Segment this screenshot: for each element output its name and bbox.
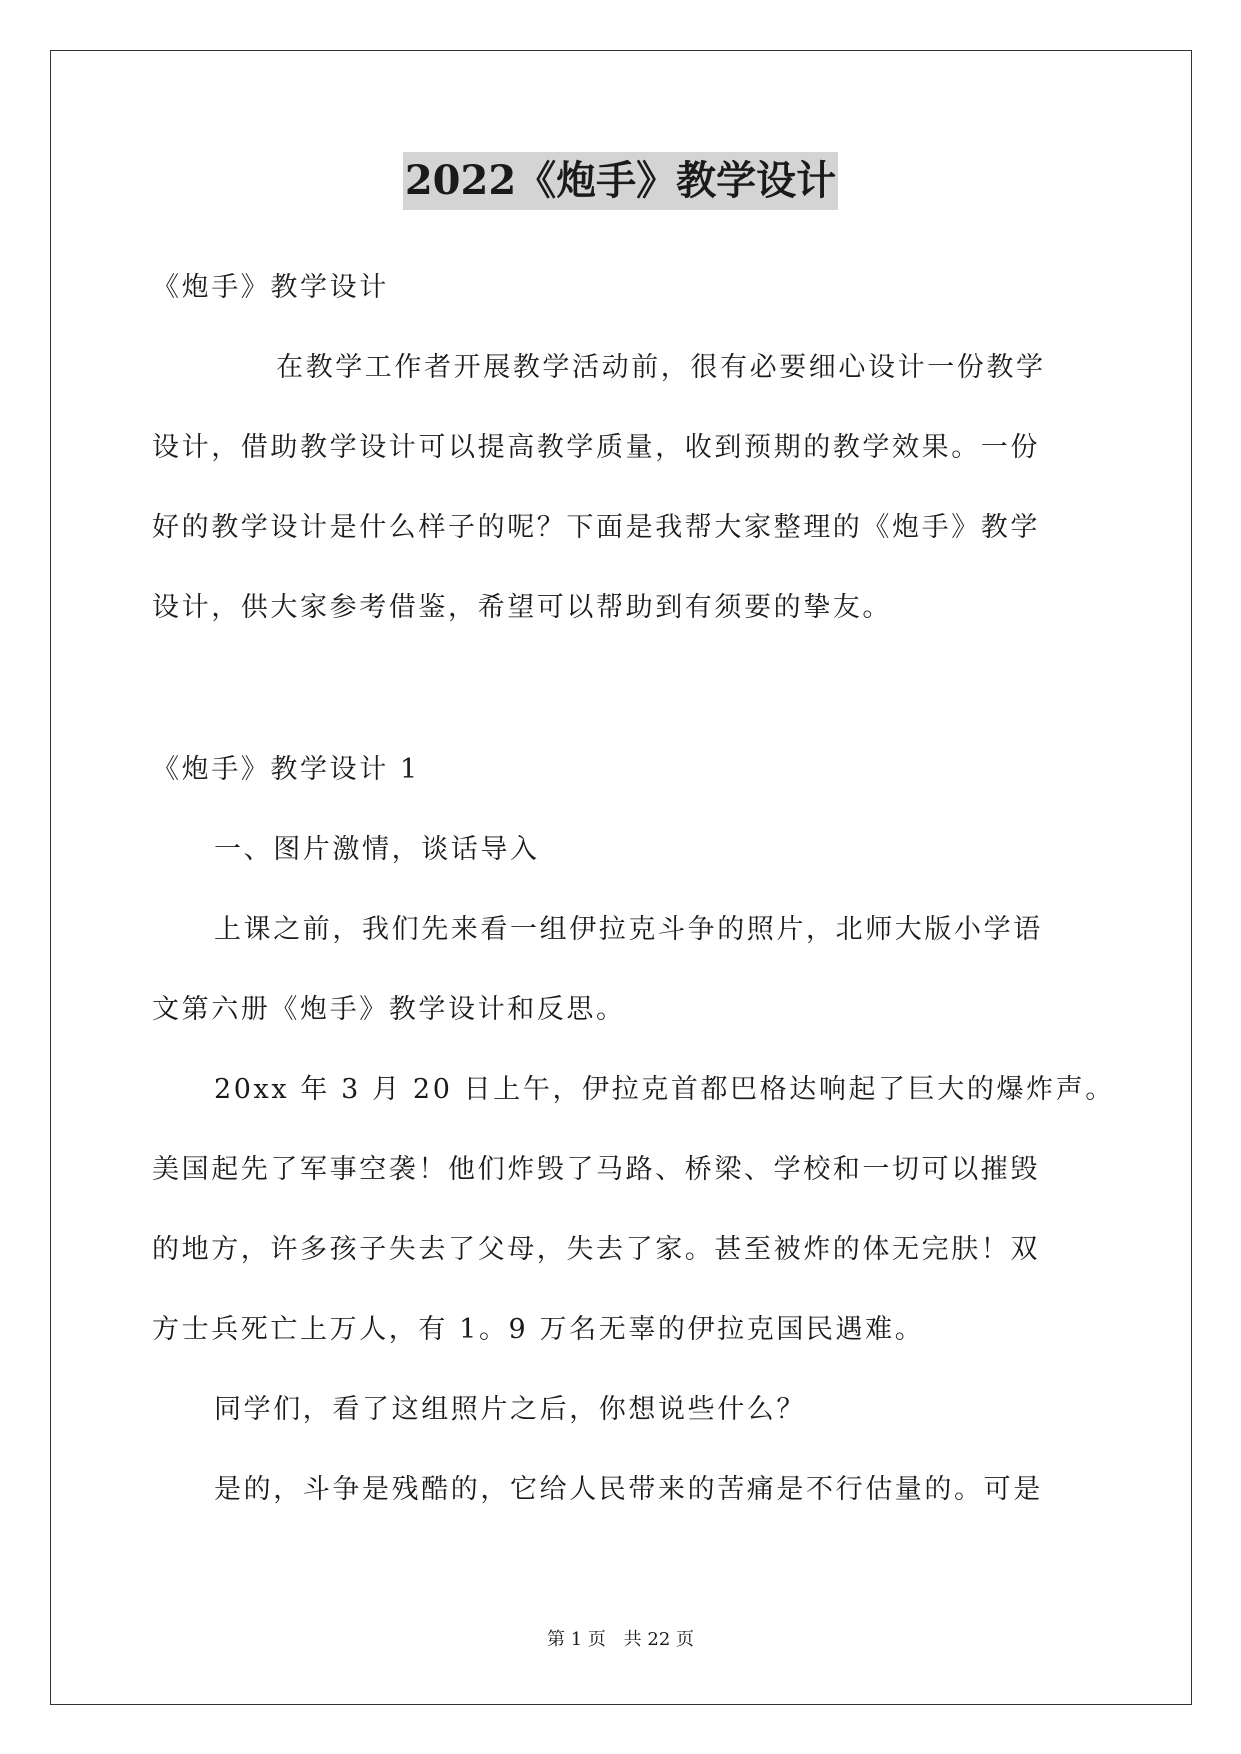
- text-line: 方士兵死亡上万人，有 1。9 万名无辜的伊拉克国民遇难。: [152, 1314, 925, 1345]
- text-line: 的地方，许多孩子失去了父母，失去了家。甚至被炸的体无完肤！双: [152, 1234, 1040, 1265]
- text-line: 20xx 年 3 月 20 日上午，伊拉克首都巴格达响起了巨大的爆炸声。: [214, 1074, 1115, 1105]
- document-title: 2022《炮手》教学设计: [403, 152, 838, 210]
- section-heading: 《炮手》教学设计 1: [152, 754, 420, 785]
- text-line: 同学们，看了这组照片之后，你想说些什么？: [214, 1394, 806, 1425]
- text-line: 好的教学设计是什么样子的呢？下面是我帮大家整理的《炮手》教学: [152, 512, 1040, 543]
- text-line: 设计，借助教学设计可以提高教学质量，收到预期的教学效果。一份: [152, 432, 1040, 463]
- text-line: 在教学工作者开展教学活动前，很有必要细心设计一份教学: [276, 352, 1046, 383]
- text-line: 是的，斗争是残酷的，它给人民带来的苦痛是不行估量的。可是: [214, 1474, 1043, 1505]
- page-footer: [0, 1628, 1241, 1652]
- text-line: 上课之前，我们先来看一组伊拉克斗争的照片，北师大版小学语: [214, 914, 1043, 945]
- text-line: 一、图片激情，谈话导入: [214, 834, 540, 865]
- text-line: 设计，供大家参考借鉴，希望可以帮助到有须要的挚友。: [152, 592, 892, 623]
- text-line: 文第六册《炮手》教学设计和反思。: [152, 994, 626, 1025]
- page-total: 共 22 页: [623, 1629, 694, 1650]
- title-wrap: [0, 152, 1241, 210]
- page-number: 第 1 页: [547, 1629, 606, 1650]
- text-line: 美国起先了军事空袭！他们炸毁了马路、桥梁、学校和一切可以摧毁: [152, 1154, 1040, 1185]
- text-line: 《炮手》教学设计: [152, 272, 389, 303]
